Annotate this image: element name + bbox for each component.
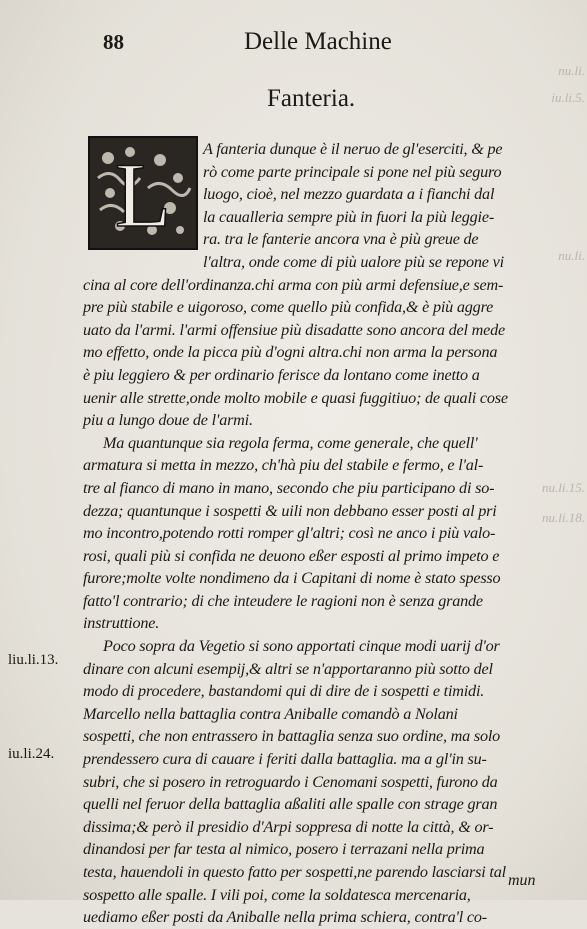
catchword: mun	[508, 872, 536, 889]
margin-note: liu.li.13.	[8, 652, 59, 668]
bleed-through-note: iu.li.5.	[551, 90, 585, 105]
running-title: Delle Machine	[244, 28, 392, 55]
text-line: uenir alle strette,onde molto mobile e quasi fuggitiuo; de quali cose	[83, 388, 508, 407]
text-line: instruttione.	[83, 614, 160, 633]
text-line: cina al core dell'ordinanza.chi arma con più armi defensiue,e sem-	[83, 275, 504, 294]
text-line: rosi, quali più si confida ne deuono eßer esposti al primo impeto e	[83, 546, 500, 565]
text-line: dezza; quantunque i sospetti & uili non debbano esser posti al pri	[83, 501, 497, 520]
text-line: piu a lungo doue de l'armi.	[83, 411, 253, 430]
text-line: dinare con alcuni esempij,& altri se n'apportaranno più sotto del	[83, 659, 493, 678]
body-text	[83, 138, 543, 929]
bleed-through-note: nu.li.15.	[542, 480, 585, 495]
text-line: fatto'l contrario; di che inteudere le ragioni non è senza grande	[83, 591, 483, 610]
text-line: dinandosi per far testa al nimico, posero i terrazani nella prima	[83, 840, 485, 859]
text-line: armatura si metta in mezzo, ch'hà piu del stabile e fermo, e l'al-	[83, 456, 484, 475]
text-line: A fanteria dunque è il neruo de gl'eserciti, & pe	[203, 140, 503, 158]
text-line: subri, che si posero in retroguardo i Cenomani sospetti, furono da	[83, 772, 498, 791]
text-line: rò come parte principale si pone nel più seguro	[203, 162, 502, 181]
text-line: mo incontro,potendo rotti romper gl'altri; così ne anco i più valo-	[83, 524, 496, 543]
text-line: furore;molte volte nondimeno da i Capitani di nome è stato spesso	[83, 569, 501, 588]
text-line: uediamo eßer posti da Aniballe nella prima schiera, contra'l co-	[83, 908, 487, 927]
text-line: dissima;& però il presidio d'Arpi soppresa di notte la città, & or-	[83, 817, 494, 836]
margin-note: iu.li.24.	[8, 746, 55, 762]
section-title: Fanteria.	[267, 85, 356, 112]
text-line: l'altra, onde come di più ualore più se repone vi	[203, 252, 504, 271]
text-line: sospetto alle spalle. I vili poi, come la soldatesca mercenaria,	[83, 885, 471, 904]
text-line: è piu leggiero & per ordinario ferisce da lontano come inetto a	[83, 365, 480, 384]
text-line: Marcello nella battaglia contra Aniballe comandò a Nolani	[83, 704, 458, 723]
bleed-through-note: nu.li.18.	[542, 510, 585, 525]
text-line: ra. tra le fanterie ancora vna è più greue de	[203, 230, 479, 249]
page-number: 88	[103, 30, 124, 54]
bleed-through-note: nu.li.	[558, 248, 585, 263]
text-line: la caualleria sempre più in fuori la più leggie-	[203, 207, 495, 226]
text-line: sospetti, che non entrassero in battaglia senza suo ordine, ma solo	[83, 727, 501, 746]
text-line: mo effetto, onde la picca più d'ogni altra.chi non arma la persona	[83, 343, 498, 362]
text-line: prendessero cura di cauare i feriti dalla battaglia. ma a gl'in su-	[83, 750, 487, 769]
bleed-through-note: nu.li.	[558, 63, 585, 78]
text-line: uato da l'armi. l'armi offensiue più disadatte sono ancora del mede	[83, 320, 506, 339]
text-line: Poco sopra da Vegetio si sono apportati cinque modi uarij d'or	[103, 637, 500, 656]
text-line: pre più stabile e uigoroso, come quello più confida,& è più aggre	[83, 298, 494, 317]
text-line: luogo, cioè, nel mezzo guardata a i fianchi dal	[203, 185, 495, 204]
text-line: Ma quantunque sia regola ferma, come generale, che quell'	[103, 433, 478, 452]
drop-cap-letter: L	[114, 144, 172, 246]
text-line: quelli nel feruor della battaglia aßaliti alle spalle con strage gran	[83, 795, 498, 814]
text-line: testa, hauendoli in questo fatto per sospetti,ne parendo lasciarsi tal	[83, 863, 506, 881]
text-line: modo di procedere, bastandomi qui di dire de i sospetti e timidi.	[83, 682, 485, 701]
text-line: tre al fianco di mano in mano, secondo che piu participano di so-	[83, 478, 495, 497]
